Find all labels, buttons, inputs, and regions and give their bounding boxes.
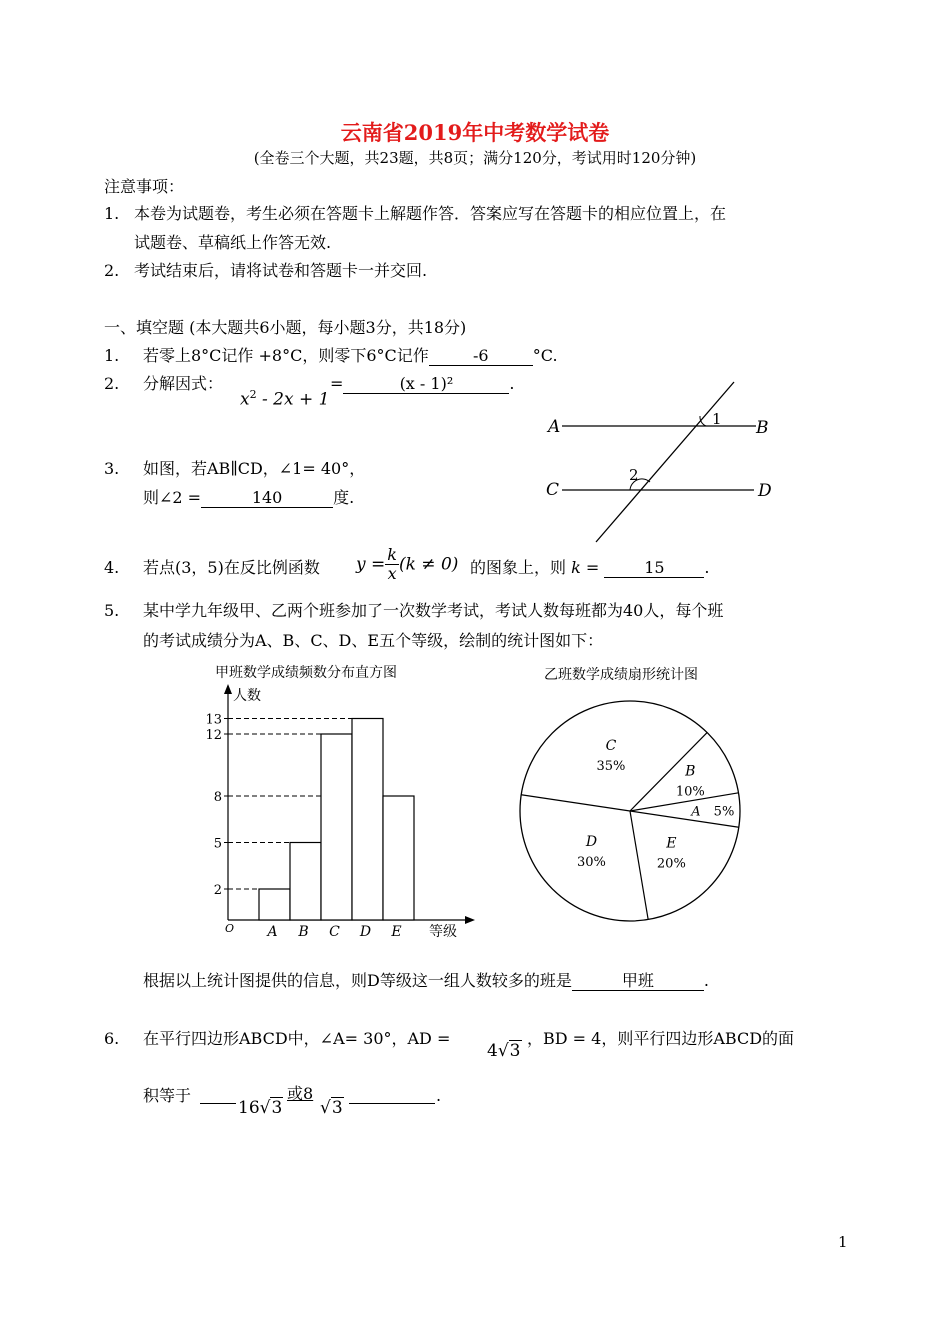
notice-item-2-line1: 考试结束后，请将试卷和答题卡一并交回. — [134, 261, 428, 280]
histogram-category-D: D — [359, 924, 372, 940]
notice-item-2-num: 2. — [104, 261, 120, 280]
label-angle-2: 2 — [629, 466, 639, 484]
q6-end: . — [436, 1086, 442, 1105]
q1-text: 若零上8°C记作 +8°C，则零下6°C记作 — [143, 346, 429, 365]
histogram-bar-D — [352, 719, 383, 921]
pie-slice-label-C: C — [605, 738, 617, 755]
q3-answer: 140 — [201, 489, 333, 508]
q2-answer: (x - 1)² — [343, 375, 509, 394]
histogram-ylabel: 人数 — [233, 688, 261, 704]
pie-slice-label-D: D — [585, 834, 598, 851]
pie-slice-label-A: A — [691, 804, 701, 820]
q5-line2: 的考试成绩分为A、B、C、D、E五个等级，绘制的统计图如下： — [143, 631, 604, 650]
histogram-category-E: E — [391, 924, 402, 940]
q6-ans1-rad: 3 — [271, 1098, 283, 1118]
q2-equals: = — [330, 374, 344, 393]
q4-y-equals: y = — [356, 554, 386, 575]
q6-ans1-sqrt: √3 — [259, 1098, 283, 1118]
q2-expr-rest: - 2x + 1 — [256, 389, 330, 410]
histogram-x-arrow — [465, 916, 475, 924]
q4-fraction — [385, 546, 399, 583]
q6-ans1-coef: 16 — [238, 1098, 260, 1118]
q4-function — [356, 546, 458, 583]
histogram-ytick-label-2: 2 — [213, 883, 222, 898]
q4-k-equals: k = — [571, 558, 600, 577]
histogram-xlabel: 等级 — [429, 924, 457, 940]
page-number: 1 — [838, 1233, 848, 1251]
q6-blank-left — [200, 1103, 236, 1104]
q6-ad-coef: 4 — [487, 1041, 498, 1061]
histogram-bar-C — [321, 734, 352, 920]
pie-chart-class-yi — [510, 660, 760, 930]
histogram-ytick-label-13: 13 — [205, 712, 222, 728]
q5-question-line — [143, 971, 709, 991]
q5-number: 5. — [104, 601, 120, 620]
histogram-bar-A — [259, 889, 290, 920]
histogram-category-A: A — [267, 924, 278, 940]
label-c: C — [546, 480, 560, 500]
pie-slice-percent-A: 5% — [713, 804, 735, 820]
q3-line2-post: 度. — [333, 488, 355, 507]
exam-title: 云南省2019年中考数学试卷 — [340, 120, 610, 145]
q4-post: 的图象上，则 — [470, 558, 567, 577]
notice-item-1-line1: 本卷为试题卷，考生必须在答题卡上解题作答．答案应写在答题卡的相应位置上，在 — [134, 204, 727, 223]
q1-answer: -6 — [429, 347, 533, 366]
q2-expression: $x^2 - 2x + 1$ — [240, 388, 330, 410]
q3-line2 — [143, 488, 354, 508]
q6-mid: ，BD = 4，则平行四边形ABCD的面 — [527, 1029, 795, 1048]
label-b: B — [756, 418, 769, 438]
q6-ad-sqrt: √3 — [497, 1041, 521, 1061]
q6-line2-pre: 积等于 — [143, 1086, 192, 1105]
parallel-lines-figure — [530, 372, 790, 552]
q6-blank-right — [349, 1103, 435, 1104]
q5-end: . — [703, 971, 709, 990]
q3-line2-pre: 则∠2 = — [143, 488, 202, 507]
label-angle-1: 1 — [712, 410, 722, 428]
pie-slice-percent-E: 20% — [656, 856, 686, 872]
q6-ad-rad: 3 — [509, 1041, 521, 1061]
histogram-bar-B — [290, 843, 321, 921]
q1-unit: °C. — [532, 346, 558, 365]
histogram-y-arrow — [224, 684, 232, 694]
histogram-category-C: C — [329, 924, 340, 940]
q2-answer-line — [330, 374, 515, 394]
q2-end: . — [509, 374, 515, 393]
q6-or: 或8 — [287, 1084, 314, 1103]
pie-slice-percent-B: 10% — [675, 784, 705, 800]
transversal-line — [596, 382, 734, 542]
pie-slice-percent-C: 35% — [596, 759, 626, 775]
pie-title: 乙班数学成绩扇形统计图 — [544, 667, 698, 683]
q6-number: 6. — [104, 1029, 120, 1048]
histogram-ytick-label-12: 12 — [205, 728, 222, 743]
q1-line — [143, 346, 558, 366]
q3-line1: 如图，若AB∥CD，∠1= 40°， — [143, 459, 366, 478]
pie-slice-label-B: B — [685, 763, 696, 780]
histogram-bar-E — [383, 796, 414, 920]
section1-heading: 一、填空题 (本大题共6小题，每小题3分，共18分) — [104, 318, 467, 337]
q6-ans2-sqrt: √3 — [320, 1098, 343, 1118]
q4-pre: 若点(3，5)在反比例函数 — [143, 558, 320, 577]
notice-item-1-line2: 试题卷、草稿纸上作答无效. — [134, 233, 332, 252]
q5-question: 根据以上统计图提供的信息，则D等级这一组人数较多的班是 — [143, 971, 572, 990]
q5-line1: 某中学九年级甲、乙两个班参加了一次数学考试，考试人数每班都为40人，每个班 — [143, 601, 724, 620]
exam-subtitle: (全卷三个大题，共23题，共8页；满分120分，考试用时120分钟) — [253, 149, 697, 167]
pie-slice-label-E: E — [666, 835, 677, 852]
histogram-title: 甲班数学成绩频数分布直方图 — [215, 665, 397, 681]
q4-number: 4. — [104, 558, 120, 577]
q6-answer-1 — [238, 1098, 283, 1118]
q5-answer: 甲班 — [572, 972, 704, 991]
q4-end: . — [704, 558, 710, 577]
q4-post-line — [470, 558, 709, 578]
q6-ad-value — [487, 1041, 522, 1061]
q2-expr-x: x — [240, 389, 250, 410]
q4-frac-den: x — [387, 564, 397, 583]
label-d: D — [758, 481, 772, 501]
q3-number: 3. — [104, 459, 120, 478]
q4-condition: (k ≠ 0) — [398, 554, 459, 575]
q2-text: 分解因式： — [143, 374, 224, 393]
notice-heading: 注意事项： — [104, 177, 185, 196]
notice-item-1-num: 1. — [104, 204, 120, 223]
q6-answer-2 — [320, 1098, 344, 1118]
histogram-origin: O — [225, 922, 235, 935]
histogram-category-B: B — [298, 924, 309, 940]
q6-ans2-rad: 3 — [331, 1098, 343, 1118]
q4-answer: 15 — [604, 559, 704, 578]
label-a: A — [548, 417, 561, 437]
q2-number: 2. — [104, 374, 120, 393]
q6-pre: 在平行四边形ABCD中，∠A= 30°，AD = — [143, 1029, 451, 1048]
q1-number: 1. — [104, 346, 120, 365]
pie-slice-percent-D: 30% — [576, 855, 606, 871]
histogram-ytick-label-8: 8 — [213, 790, 222, 805]
histogram-class-jia — [195, 660, 495, 950]
q4-frac-num: k — [387, 545, 397, 564]
histogram-ytick-label-5: 5 — [213, 836, 222, 852]
